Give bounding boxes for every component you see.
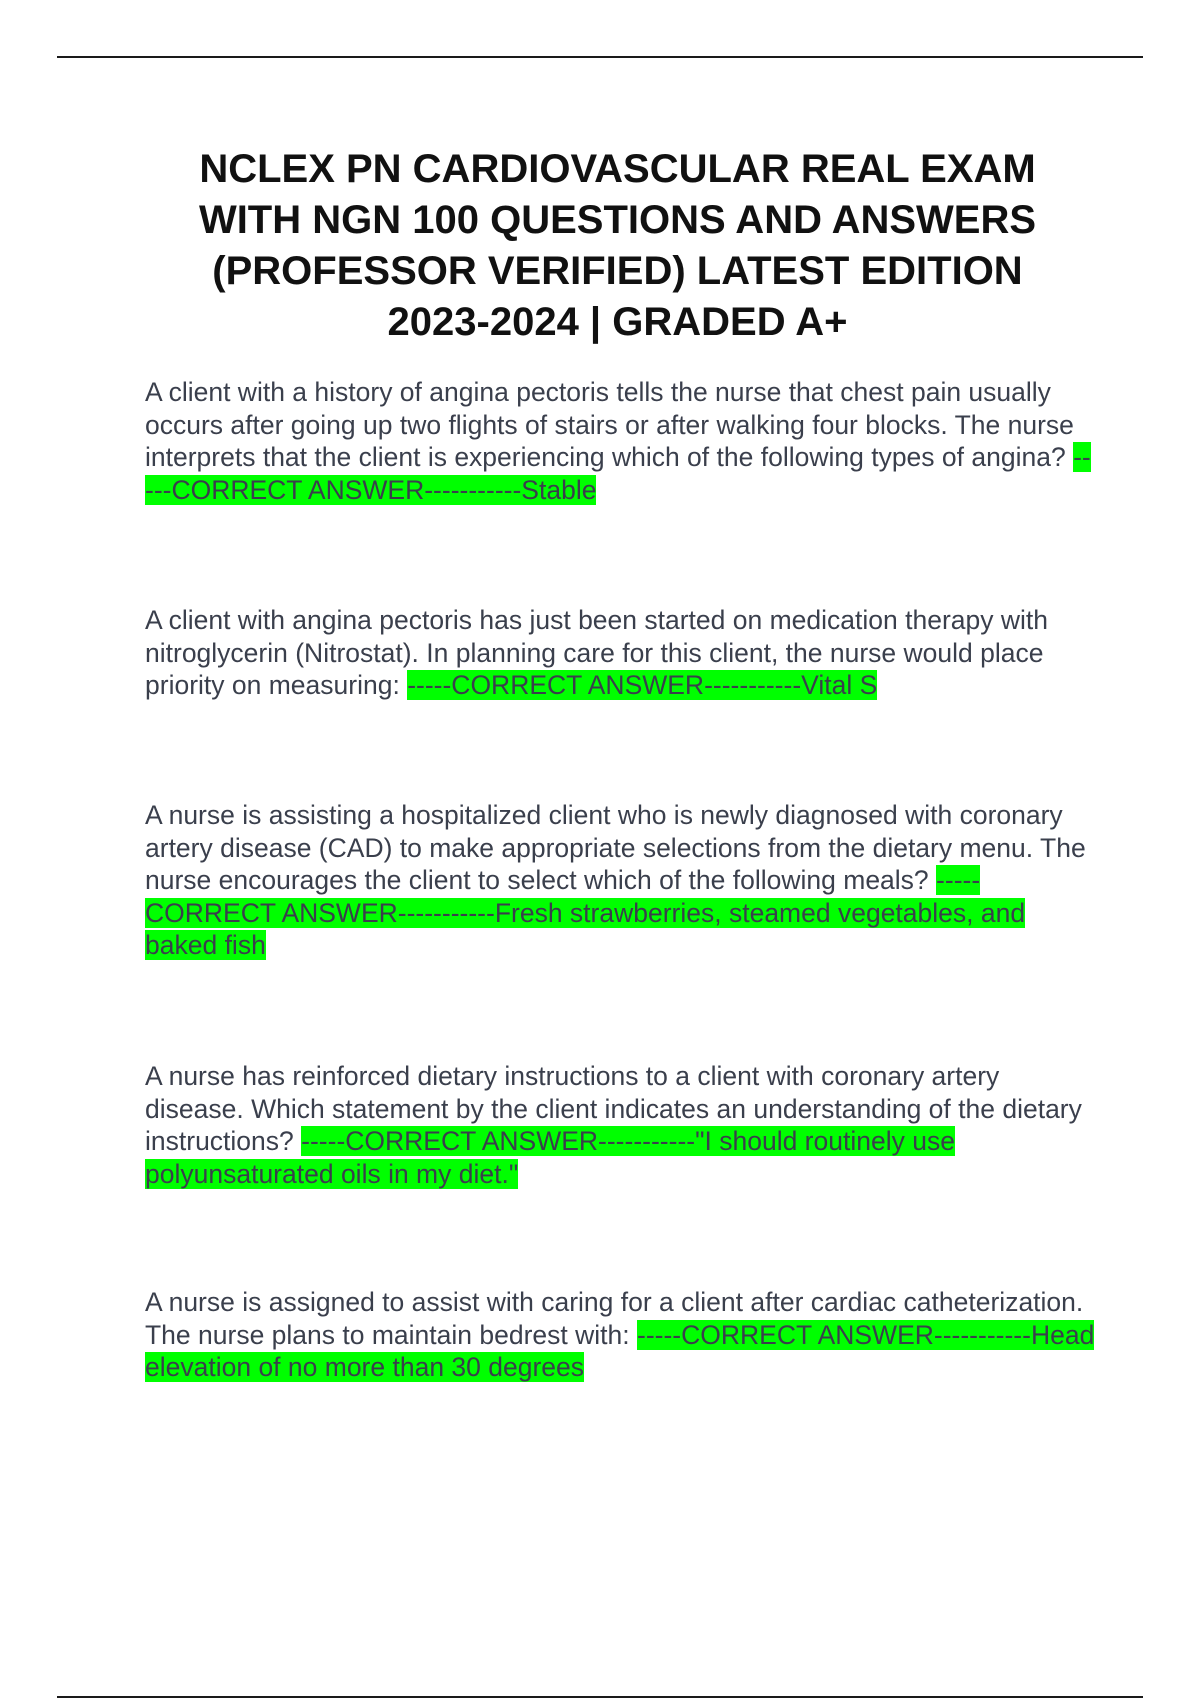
question-text: A client with angina pectoris has just been started on medication therapy with nitroglycerin (Nitrostat). In planning care for this client, the nurse would place priority on measuring:: [145, 605, 1048, 700]
correct-answer-highlight: -----CORRECT ANSWER-----------Vital S: [407, 670, 878, 700]
question-text: A nurse is assigned to assist with caring for a client after cardiac catheterization. The nurse plans to maintain bedrest with:: [145, 1287, 1084, 1350]
question-text: A client with a history of angina pectoris tells the nurse that chest pain usually occurs after going up two flights of stairs or after walking four blocks. The nurse interprets that the client is experiencing which of the following types of angina?: [145, 377, 1074, 472]
question-block-3: [145, 799, 1095, 962]
title-line: WITH NGN 100 QUESTIONS AND ANSWERS: [198, 198, 1037, 242]
correct-answer-highlight: -----CORRECT ANSWER-----------Head elevation of no more than 30 degrees: [145, 1319, 1095, 1382]
question-block-5: [145, 1286, 1095, 1384]
title-line: 2023-2024 | GRADED A+: [387, 300, 848, 344]
question-block-4: [145, 1060, 1095, 1190]
question-text: A nurse has reinforced dietary instructions to a client with coronary artery disease. Which statement by the client indicates an understanding of the dietary instructions?: [145, 1061, 1082, 1156]
document-title: [120, 144, 1115, 348]
correct-answer-highlight: -----CORRECT ANSWER-----------Fresh strawberries, steamed vegetables, and baked fish: [145, 865, 1026, 960]
bottom-rule: [57, 1696, 1143, 1698]
title-line: NCLEX PN CARDIOVASCULAR REAL EXAM: [199, 147, 1036, 191]
question-block-2: [145, 604, 1095, 702]
title-line: (PROFESSOR VERIFIED) LATEST EDITION: [212, 249, 1023, 293]
question-block-1: [145, 376, 1095, 506]
correct-answer-highlight: -----CORRECT ANSWER-----------"I should routinely use polyunsaturated oils in my diet.": [145, 1126, 955, 1189]
top-rule: [57, 56, 1143, 58]
question-text: A nurse is assisting a hospitalized client who is newly diagnosed with coronary artery disease (CAD) to make appropriate selections from the dietary menu. The nurse encourages the client to select which of the following meals?: [145, 800, 1086, 895]
correct-answer-highlight: -----CORRECT ANSWER-----------Stable: [145, 442, 1091, 505]
